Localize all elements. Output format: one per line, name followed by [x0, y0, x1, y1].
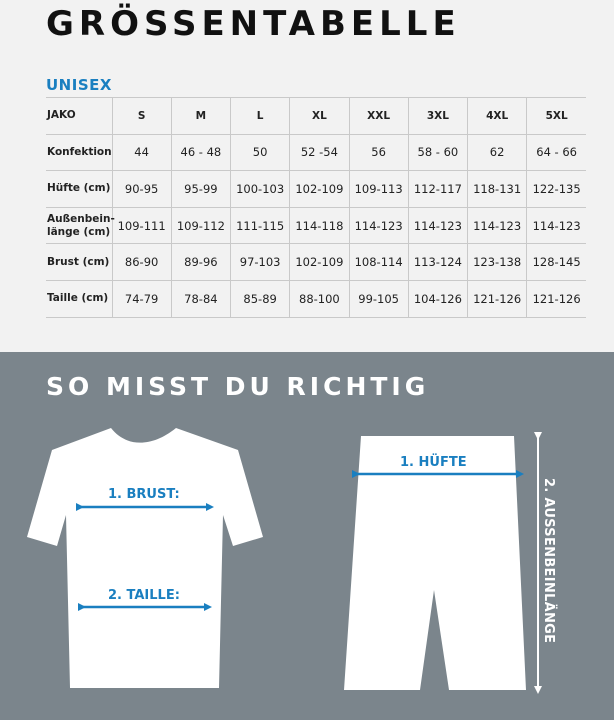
tshirt-icon [27, 428, 263, 688]
inseam-label: 2. AUSSENBEINLÄNGE [541, 478, 556, 644]
table-cell: 99-105 [349, 280, 408, 317]
table-cell: 121-126 [468, 280, 527, 317]
brust-label: 1. BRUST: [108, 487, 180, 502]
table-cell: 52 -54 [290, 134, 349, 171]
row-label-line1: Außenbein- [47, 212, 115, 225]
table-cell: 50 [231, 134, 290, 171]
table-cell: 118-131 [468, 171, 527, 208]
section-heading: UNISEX [46, 76, 112, 94]
table-cell: 89-96 [171, 244, 230, 281]
table-cell: 123-138 [468, 244, 527, 281]
table-cell: 109-112 [171, 207, 230, 244]
table-cell: 62 [468, 134, 527, 171]
table-cell: 88-100 [290, 280, 349, 317]
table-cell: 109-113 [349, 171, 408, 208]
table-cell: 121-126 [527, 280, 586, 317]
table-cell: 78-84 [171, 280, 230, 317]
guide-title: SO MISST DU RICHTIG [46, 372, 430, 401]
header-size-4xl: 4XL [468, 98, 527, 135]
row-label: Taille (cm) [46, 280, 112, 317]
table-cell: 58 - 60 [408, 134, 467, 171]
table-cell: 114-123 [527, 207, 586, 244]
taille-label: 2. TAILLE: [108, 588, 180, 603]
table-cell: 64 - 66 [527, 134, 586, 171]
header-size-xxl: XXL [349, 98, 408, 135]
row-label-line2: länge (cm) [47, 225, 111, 238]
table-cell: 74-79 [112, 280, 171, 317]
table-cell: 108-114 [349, 244, 408, 281]
table-cell: 97-103 [231, 244, 290, 281]
row-label: Konfektion [46, 134, 112, 171]
row-label: Hüfte (cm) [46, 171, 112, 208]
table-cell: 128-145 [527, 244, 586, 281]
header-size-m: M [171, 98, 230, 135]
header-size-5xl: 5XL [527, 98, 586, 135]
table-cell: 113-124 [408, 244, 467, 281]
table-cell: 46 - 48 [171, 134, 230, 171]
page-title: GRÖSSENTABELLE [46, 4, 461, 44]
table-cell: 114-123 [408, 207, 467, 244]
header-size-l: L [231, 98, 290, 135]
table-cell: 112-117 [408, 171, 467, 208]
table-cell: 111-115 [231, 207, 290, 244]
row-label: Brust (cm) [46, 244, 112, 281]
table-cell: 86-90 [112, 244, 171, 281]
table-cell: 90-95 [112, 171, 171, 208]
table-cell: 114-123 [349, 207, 408, 244]
table-cell: 114-123 [468, 207, 527, 244]
hufte-label: 1. HÜFTE [400, 455, 467, 470]
header-size-3xl: 3XL [408, 98, 467, 135]
table-cell: 114-118 [290, 207, 349, 244]
table-cell: 102-109 [290, 244, 349, 281]
table-cell: 85-89 [231, 280, 290, 317]
table-cell: 109-111 [112, 207, 171, 244]
header-size-s: S [112, 98, 171, 135]
table-cell: 122-135 [527, 171, 586, 208]
table-cell: 56 [349, 134, 408, 171]
table-cell: 95-99 [171, 171, 230, 208]
header-brand: JAKO [46, 98, 112, 135]
header-size-xl: XL [290, 98, 349, 135]
table-cell: 100-103 [231, 171, 290, 208]
table-cell: 102-109 [290, 171, 349, 208]
table-cell: 104-126 [408, 280, 467, 317]
table-cell: 44 [112, 134, 171, 171]
